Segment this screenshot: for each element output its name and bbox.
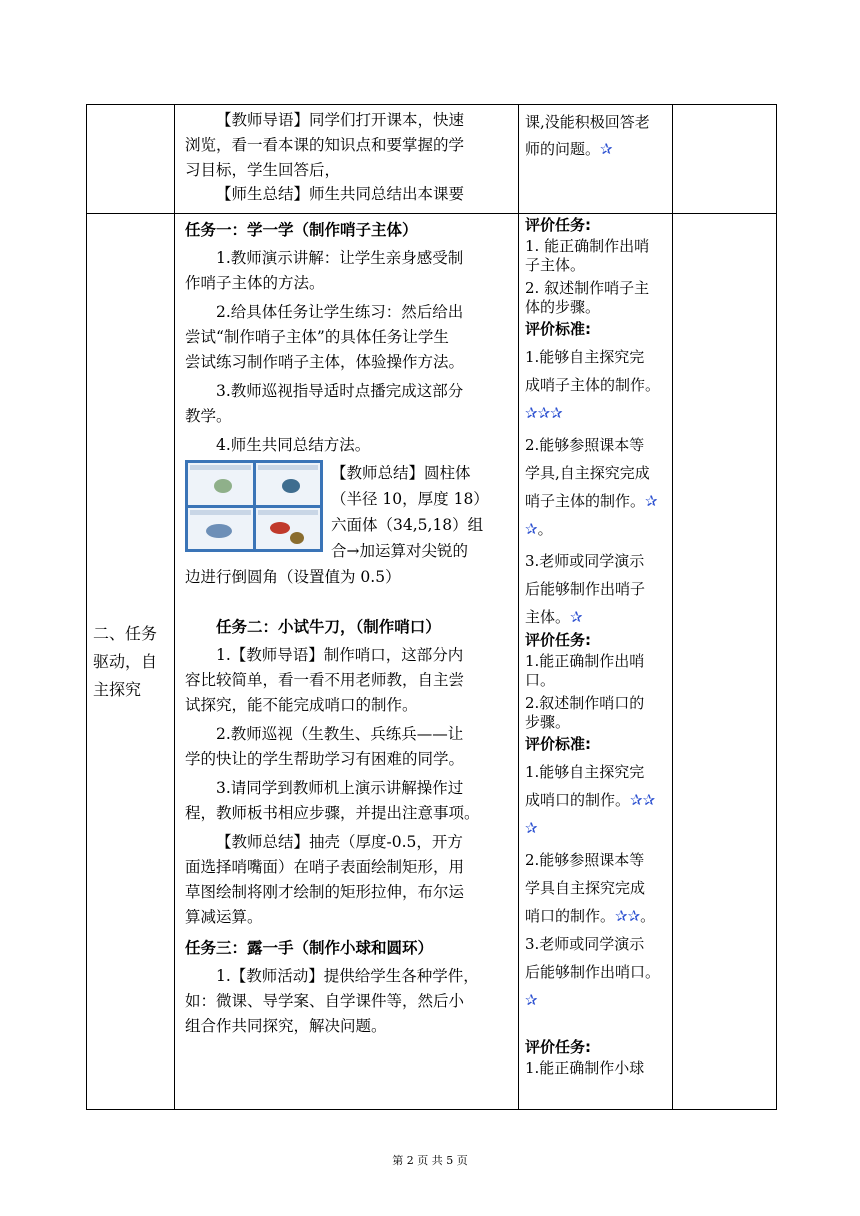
text-line: 六面体（34,5,18）组 [331, 516, 484, 534]
text-line: 习目标，学生回答后， [185, 161, 341, 179]
star-icon: ✰ [525, 520, 538, 538]
text-line: 作哨子主体的方法。 [185, 274, 325, 292]
text-line: 1.能够自主探究完 [525, 348, 645, 366]
page-footer: 第 2 页 共 5 页 [392, 1154, 468, 1167]
text-line: 。 [537, 520, 553, 538]
text-line: 试探究，能不能完成哨口的制作。 [185, 696, 418, 714]
star-icon: ✰ [645, 492, 658, 510]
text-line: 子主体。 [525, 256, 586, 274]
activity-cell [175, 214, 519, 1110]
star-icon: ✰ [525, 991, 538, 1009]
text-line: 学的快让的学生帮助学习有困难的同学。 [185, 750, 465, 768]
text-line: 组合作共同探究，解决问题。 [185, 1017, 387, 1035]
star-icon: ✰ [537, 404, 551, 422]
star-icon: ✰ [550, 404, 563, 422]
text-line: 尝试“制作哨子主体”的具体任务让学生 [185, 328, 449, 346]
text-line: （半径 10，厚度 18） [331, 490, 489, 508]
text-line: 如：微课、导学案、自学课件等，然后小 [185, 992, 465, 1010]
star-icon: ✰ [525, 819, 538, 837]
text-line: 哨口的制作。 [525, 907, 616, 925]
text-line: 师的问题。 [525, 140, 601, 158]
task1-title: 任务一：学一学（制作哨子主体） [185, 221, 418, 239]
text-line: 2.教师巡视（生教生、兵练兵——让 [216, 725, 464, 743]
text-line: 1.能正确制作小球 [525, 1059, 645, 1077]
text-line: 3.教师巡视指导适时点播完成这部分 [216, 382, 464, 400]
text-line: 2.叙述制作哨口的 [525, 694, 645, 712]
stage-label: 主探究 [93, 679, 142, 699]
text-line: 【教师总结】抽壳（厚度-0.5，开方 [216, 833, 463, 851]
text-line: 【教师总结】圆柱体 [331, 464, 471, 482]
text-line: 哨子主体的制作。 [525, 492, 646, 510]
stage-cell [87, 214, 175, 1110]
text-line: 3.老师或同学演示 [525, 935, 645, 953]
star-icon: ✰ [627, 907, 641, 925]
star-icon: ✰ [642, 791, 656, 809]
text-line: 1.能正确制作出哨 [525, 652, 645, 670]
text-line: 边进行倒圆角（设置值为 0.5） [185, 568, 401, 586]
table-row [87, 214, 777, 1110]
activity-cell [175, 105, 519, 214]
star-icon: ✰ [615, 907, 628, 925]
text-line: 尝试练习制作哨子主体，体验操作方法。 [185, 353, 465, 371]
text-line: 1. 能正确制作出哨 [525, 237, 650, 255]
eval-standard-label: 评价标准: [525, 320, 591, 338]
text-line: 后能够制作出哨子 [525, 580, 646, 598]
star-icon: ✰ [600, 140, 613, 158]
text-line: 草图绘制将刚才绘制的矩形拉伸，布尔运 [185, 883, 465, 901]
text-line: 2.能够参照课本等 [525, 851, 645, 869]
summary-with-figure [185, 460, 508, 564]
text-line: 口。 [525, 671, 556, 689]
text-line: 浏览，看一看本课的知识点和要掌握的学 [185, 136, 465, 154]
text-line: 【教师导语】同学们打开课本，快速 [216, 111, 465, 129]
stage-label: 驱动，自 [93, 651, 158, 671]
text-line: 2. 叙述制作哨子主 [525, 279, 650, 297]
eval-task-label: 评价任务: [525, 631, 591, 649]
evaluation-cell [519, 214, 673, 1110]
text-line: 容比较简单，看一看不用老师教，自主尝 [185, 671, 465, 689]
text-line: 程，教师板书相应步骤，并提出注意事项。 [185, 804, 480, 822]
notes-cell [673, 214, 777, 1110]
text-line: 1.【教师导语】制作哨口，这部分内 [216, 646, 464, 664]
text-line: 学具,自主探究完成 [525, 464, 650, 482]
task2-title: 任务二：小试牛刀，（制作哨口） [216, 618, 441, 636]
evaluation-cell [519, 105, 673, 214]
text-line: 3.请同学到教师机上演示讲解操作过 [216, 779, 464, 797]
screenshot-thumbnails [185, 460, 323, 552]
text-line: 3.老师或同学演示 [525, 552, 645, 570]
text-line: 4.师生共同总结方法。 [216, 436, 371, 454]
text-line: 后能够制作出哨口。 [525, 963, 661, 981]
text-line: 教学。 [185, 407, 232, 425]
text-line: 1.教师演示讲解：让学生亲身感受制 [216, 249, 464, 267]
star-icon: ✰ [630, 791, 643, 809]
lesson-plan-table [86, 104, 776, 1111]
text-line: 体的步骤。 [525, 298, 601, 316]
notes-cell [673, 105, 777, 214]
text-line: 。 [640, 907, 656, 925]
eval-standard-label: 评价标准: [525, 735, 591, 753]
text-line: 【师生总结】师生共同总结出本课要 [216, 185, 465, 203]
text-line: 课,没能积极回答老 [525, 113, 650, 131]
text-line: 2.给具体任务让学生练习：然后给出 [216, 303, 464, 321]
stage-label: 二、任务 [93, 623, 158, 643]
star-icon: ✰ [570, 608, 583, 626]
table-row [87, 105, 777, 214]
text-line: 学具自主探究完成 [525, 879, 646, 897]
stage-cell-empty [87, 105, 175, 214]
star-icon: ✰ [525, 404, 538, 422]
text-line: 面选择哨嘴面）在哨子表面绘制矩形，用 [185, 858, 465, 876]
text-line: 1.能够自主探究完 [525, 763, 645, 781]
eval-task-label: 评价任务: [525, 216, 591, 234]
text-line: 步骤。 [525, 713, 571, 731]
text-line: 合→加运算对尖锐的 [331, 542, 468, 560]
text-line: 成哨口的制作。 [525, 791, 631, 809]
eval-task-label: 评价任务: [525, 1038, 591, 1056]
text-line: 成哨子主体的制作。 [525, 376, 661, 394]
task3-title: 任务三：露一手（制作小球和圆环） [185, 939, 434, 957]
text-line: 算减运算。 [185, 908, 263, 926]
text-line: 主体。 [525, 608, 571, 626]
text-line: 2.能够参照课本等 [525, 436, 645, 454]
text-line: 1.【教师活动】提供给学生各种学件， [216, 967, 479, 985]
